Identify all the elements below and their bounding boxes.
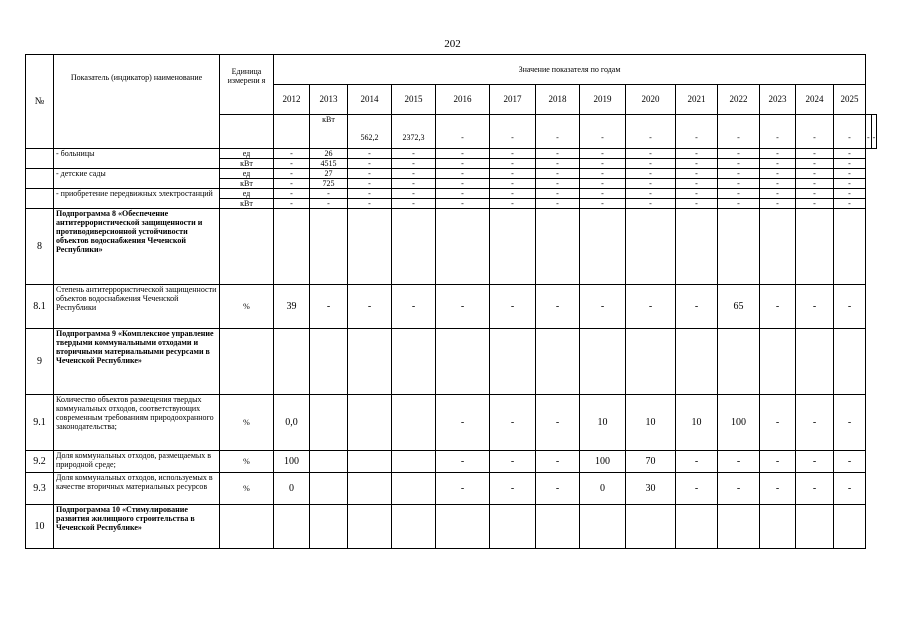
value-cell: - (760, 149, 796, 159)
value-cell: - (580, 285, 626, 329)
value-cell: - (718, 115, 760, 149)
value-cell: - (676, 189, 718, 199)
value-cell: - (760, 179, 796, 189)
value-cell (676, 329, 718, 395)
value-cell: - (580, 179, 626, 189)
value-cell (676, 505, 718, 549)
year-header: 2024 (796, 85, 834, 115)
value-cell (348, 473, 392, 505)
value-cell: - (676, 115, 718, 149)
unit-cell: % (220, 451, 274, 473)
year-header: 2025 (834, 85, 866, 115)
year-header: 2021 (676, 85, 718, 115)
row-number: 9.1 (26, 395, 54, 451)
value-cell: 100 (274, 451, 310, 473)
value-cell: - (760, 159, 796, 169)
value-cell: - (436, 169, 490, 179)
value-cell: - (536, 199, 580, 209)
value-cell: - (834, 199, 866, 209)
value-cell: - (580, 189, 626, 199)
value-cell: - (626, 149, 676, 159)
value-cell (760, 209, 796, 285)
value-cell (536, 329, 580, 395)
value-cell: - (536, 473, 580, 505)
indicator-name: Доля коммунальных отходов, размещаемых в природной среде; (54, 451, 220, 473)
value-cell: 100 (580, 451, 626, 473)
table-row (26, 395, 877, 451)
indicator-name: Степень антитеррористической защищенности объектов водоснабжения Чеченской Республики (54, 285, 220, 329)
value-cell: - (760, 451, 796, 473)
value-cell: - (676, 149, 718, 159)
value-cell: - (274, 159, 310, 169)
row-number: 8.1 (26, 285, 54, 329)
value-cell: - (490, 179, 536, 189)
value-cell: - (760, 395, 796, 451)
value-cell: - (796, 159, 834, 169)
value-cell: - (536, 149, 580, 159)
year-header: 2018 (536, 85, 580, 115)
indicator-name: Доля коммунальных отходов, используемых в качестве вторичных материальных ресурсов (54, 473, 220, 505)
value-cell: - (392, 149, 436, 159)
value-cell: - (676, 199, 718, 209)
value-cell (274, 329, 310, 395)
table-row (26, 189, 877, 199)
table-row (26, 473, 877, 505)
value-cell: - (536, 159, 580, 169)
value-cell (580, 505, 626, 549)
value-cell: - (796, 395, 834, 451)
value-cell: - (626, 179, 676, 189)
value-cell: - (626, 159, 676, 169)
value-cell: - (392, 189, 436, 199)
indicator-name: - детские сады (54, 169, 220, 189)
value-cell (392, 473, 436, 505)
indicator-name: Количество объектов размещения твердых коммунальных отходов, соответствующих современным требованиям природоохранного законодательства; (54, 395, 220, 451)
value-cell: - (676, 473, 718, 505)
table-row (26, 505, 877, 549)
value-cell: - (834, 285, 866, 329)
value-cell: - (310, 285, 348, 329)
value-cell: - (760, 473, 796, 505)
table-row (26, 209, 877, 285)
value-cell: - (760, 169, 796, 179)
value-cell: - (490, 149, 536, 159)
value-cell: 10 (676, 395, 718, 451)
value-cell: - (796, 149, 834, 159)
value-cell: - (626, 115, 676, 149)
value-cell (310, 451, 348, 473)
value-cell (760, 329, 796, 395)
value-cell: 27 (310, 169, 348, 179)
unit-cell: % (220, 395, 274, 451)
table-row (26, 285, 877, 329)
year-header: 2022 (718, 85, 760, 115)
value-cell (760, 505, 796, 549)
value-cell: 70 (626, 451, 676, 473)
value-cell: 39 (274, 285, 310, 329)
value-cell: - (760, 199, 796, 209)
unit-cell: % (220, 285, 274, 329)
value-cell: - (580, 199, 626, 209)
value-cell (436, 209, 490, 285)
value-cell (834, 329, 866, 395)
indicator-name: - приобретение передвижных электростанций (54, 189, 220, 209)
value-cell: - (676, 451, 718, 473)
unit-header: Единица измерени я (220, 55, 274, 115)
value-cell: - (392, 179, 436, 189)
indicator-name (274, 115, 310, 149)
value-cell: - (626, 169, 676, 179)
value-cell: - (490, 199, 536, 209)
value-cell: 26 (310, 149, 348, 159)
year-header: 2017 (490, 85, 536, 115)
value-cell (392, 451, 436, 473)
value-cell (834, 209, 866, 285)
value-cell: - (490, 451, 536, 473)
row-number: 10 (26, 505, 54, 549)
table-row (26, 451, 877, 473)
value-cell: - (436, 395, 490, 451)
unit-cell (220, 329, 274, 395)
value-cell (348, 395, 392, 451)
value-cell: - (580, 115, 626, 149)
value-cell (796, 505, 834, 549)
value-cell: - (490, 285, 536, 329)
value-cell (392, 329, 436, 395)
value-cell: 10 (626, 395, 676, 451)
table-row (26, 169, 877, 179)
value-cell: - (436, 179, 490, 189)
value-cell: - (796, 285, 834, 329)
value-cell: - (796, 169, 834, 179)
value-cell: - (626, 285, 676, 329)
year-header: 2013 (310, 85, 348, 115)
row-number (220, 115, 274, 149)
value-cell: - (536, 179, 580, 189)
unit-cell: кВт (220, 199, 274, 209)
value-cell: - (580, 159, 626, 169)
value-cell: - (796, 199, 834, 209)
value-cell (348, 505, 392, 549)
value-cell (310, 395, 348, 451)
value-cell (436, 505, 490, 549)
value-cell: - (536, 189, 580, 199)
value-cell: - (274, 169, 310, 179)
value-cell: - (760, 285, 796, 329)
value-cell (536, 209, 580, 285)
value-cell: - (490, 169, 536, 179)
value-cell: - (436, 473, 490, 505)
value-cell (718, 329, 760, 395)
value-cell: - (676, 285, 718, 329)
value-cell: - (676, 159, 718, 169)
value-cell (274, 209, 310, 285)
value-cell (490, 505, 536, 549)
value-cell: - (760, 189, 796, 199)
values-group-header: Значение показателя по годам (274, 55, 866, 85)
value-cell: - (718, 169, 760, 179)
value-cell (626, 329, 676, 395)
value-cell (796, 209, 834, 285)
value-cell: 725 (310, 179, 348, 189)
value-cell: - (866, 115, 872, 149)
value-cell: 10 (580, 395, 626, 451)
value-cell: - (310, 199, 348, 209)
table-row (26, 149, 877, 159)
value-cell: 562,2 (348, 115, 392, 149)
value-cell (626, 209, 676, 285)
value-cell: - (274, 179, 310, 189)
value-cell (436, 329, 490, 395)
value-cell: - (834, 395, 866, 451)
value-cell: - (348, 149, 392, 159)
value-cell: - (490, 473, 536, 505)
value-cell (490, 329, 536, 395)
value-cell: - (536, 285, 580, 329)
value-cell: - (580, 149, 626, 159)
value-cell: - (348, 169, 392, 179)
value-cell: 0,0 (274, 395, 310, 451)
year-header: 2020 (626, 85, 676, 115)
value-cell: - (676, 179, 718, 189)
indicator-header: Показатель (индикатор) наименование (54, 55, 220, 149)
row-number: 9.3 (26, 473, 54, 505)
value-cell: - (436, 189, 490, 199)
value-cell: - (834, 179, 866, 189)
value-cell: - (392, 169, 436, 179)
value-cell: - (760, 115, 796, 149)
row-number: 9 (26, 329, 54, 395)
value-cell: - (436, 159, 490, 169)
value-cell: - (718, 179, 760, 189)
value-cell (676, 209, 718, 285)
value-cell: - (536, 115, 580, 149)
unit-cell: кВт (220, 179, 274, 189)
value-cell: 0 (580, 473, 626, 505)
year-header: 2015 (392, 85, 436, 115)
value-cell: - (490, 115, 536, 149)
value-cell: - (274, 149, 310, 159)
value-cell: 4515 (310, 159, 348, 169)
value-cell: - (718, 189, 760, 199)
year-header: 2014 (348, 85, 392, 115)
value-cell: - (436, 149, 490, 159)
value-cell: - (718, 473, 760, 505)
value-cell: - (796, 179, 834, 189)
value-cell (536, 505, 580, 549)
value-cell (310, 209, 348, 285)
row-number: 8 (26, 209, 54, 285)
value-cell: - (626, 199, 676, 209)
value-cell (310, 473, 348, 505)
value-cell (490, 209, 536, 285)
unit-cell (220, 505, 274, 549)
unit-cell: % (220, 473, 274, 505)
value-cell: - (718, 451, 760, 473)
value-cell (310, 505, 348, 549)
value-cell: 65 (718, 285, 760, 329)
value-cell (580, 329, 626, 395)
value-cell: - (834, 115, 866, 149)
indicator-name: Подпрограмма 8 «Обеспечение антитеррористической защищенности и противодиверсионной устойчивости объектов водоснабжения Чеченской Республики» (54, 209, 220, 285)
value-cell (392, 395, 436, 451)
value-cell: - (834, 159, 866, 169)
header-row-top (26, 55, 877, 85)
value-cell: - (834, 169, 866, 179)
value-cell (580, 209, 626, 285)
value-cell (718, 505, 760, 549)
value-cell: - (834, 473, 866, 505)
row-number (26, 189, 54, 209)
value-cell: - (490, 159, 536, 169)
value-cell: - (392, 199, 436, 209)
table-row (26, 329, 877, 395)
value-cell (626, 505, 676, 549)
value-cell: - (871, 115, 877, 149)
value-cell: 30 (626, 473, 676, 505)
value-cell (392, 209, 436, 285)
value-cell (274, 505, 310, 549)
value-cell: - (436, 115, 490, 149)
row-number (26, 169, 54, 189)
value-cell: 100 (718, 395, 760, 451)
indicator-name: - больницы (54, 149, 220, 169)
value-cell: - (626, 189, 676, 199)
unit-cell: ед (220, 169, 274, 179)
unit-cell: кВт (310, 115, 348, 149)
value-cell: - (796, 115, 834, 149)
value-cell: - (348, 189, 392, 199)
value-cell: - (348, 159, 392, 169)
value-cell: - (834, 451, 866, 473)
value-cell (348, 451, 392, 473)
unit-cell: ед (220, 189, 274, 199)
value-cell: - (834, 149, 866, 159)
unit-cell: кВт (220, 159, 274, 169)
value-cell: 2372,3 (392, 115, 436, 149)
year-header: 2019 (580, 85, 626, 115)
value-cell: - (392, 159, 436, 169)
value-cell: - (796, 451, 834, 473)
value-cell: - (718, 159, 760, 169)
value-cell: - (348, 199, 392, 209)
value-cell: - (834, 189, 866, 199)
value-cell (392, 505, 436, 549)
value-cell (718, 209, 760, 285)
value-cell: - (274, 189, 310, 199)
value-cell: - (392, 285, 436, 329)
unit-cell (220, 209, 274, 285)
row-number (26, 149, 54, 169)
value-cell: - (796, 189, 834, 199)
value-cell: - (676, 169, 718, 179)
value-cell: - (310, 189, 348, 199)
value-cell: - (436, 285, 490, 329)
value-cell: - (536, 451, 580, 473)
year-header: 2016 (436, 85, 490, 115)
value-cell: - (490, 395, 536, 451)
value-cell (310, 329, 348, 395)
value-cell: - (436, 199, 490, 209)
page-number: 202 (444, 38, 461, 50)
year-header: 2012 (274, 85, 310, 115)
value-cell: - (274, 199, 310, 209)
value-cell: - (536, 169, 580, 179)
year-header: 2023 (760, 85, 796, 115)
unit-cell: ед (220, 149, 274, 159)
row-number: 9.2 (26, 451, 54, 473)
value-cell: - (536, 395, 580, 451)
value-cell: - (348, 179, 392, 189)
value-cell (348, 329, 392, 395)
value-cell: - (718, 149, 760, 159)
value-cell: - (796, 473, 834, 505)
indicators-table (25, 54, 877, 549)
value-cell: - (490, 189, 536, 199)
value-cell: - (580, 169, 626, 179)
value-cell (834, 505, 866, 549)
value-cell: 0 (274, 473, 310, 505)
value-cell: - (348, 285, 392, 329)
value-cell (348, 209, 392, 285)
num-header: № (26, 55, 54, 149)
value-cell: - (436, 451, 490, 473)
value-cell (796, 329, 834, 395)
value-cell: - (718, 199, 760, 209)
indicator-name: Подпрограмма 9 «Комплексное управление твердыми коммунальными отходами и вторичными материальными ресурсами в Чеченской Республике» (54, 329, 220, 395)
indicator-name: Подпрограмма 10 «Стимулирование развития жилищного строительства в Чеченской Республике» (54, 505, 220, 549)
